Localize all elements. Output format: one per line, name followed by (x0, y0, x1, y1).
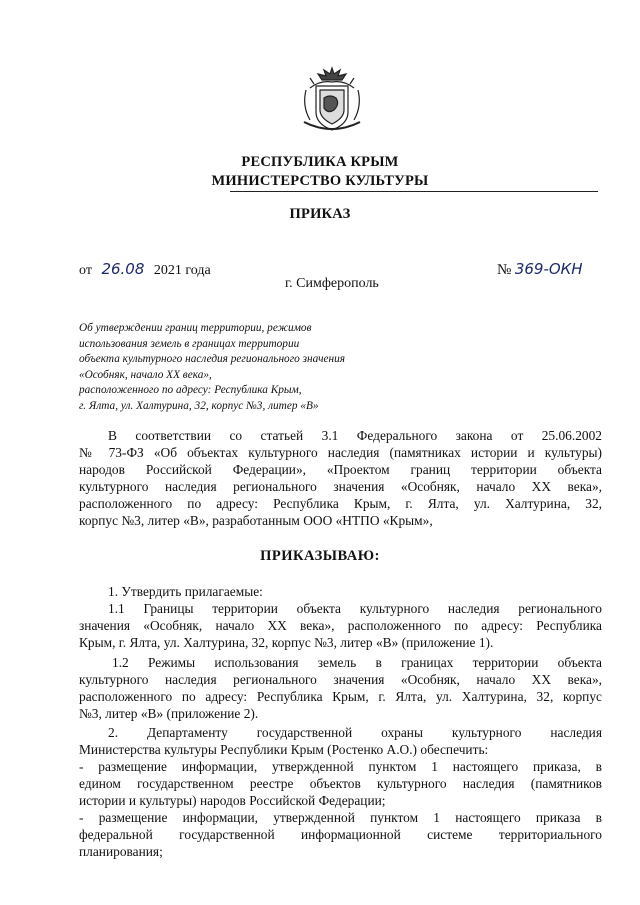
item-line: 1. Утвердить прилагаемые: (108, 584, 263, 599)
item-1 (79, 583, 602, 600)
item-line: Крым, г. Ялта, ул. Халтурина, 32, корпус №3, литер «В» (приложение 1). (79, 635, 494, 650)
item-line: 2. Департаменту государственной охраны культурного наследия (108, 725, 602, 740)
date-line (79, 260, 211, 279)
bullet-2 (79, 809, 602, 860)
preamble-line: расположенного по адресу: Республика Крым, г. Ялта, ул. Халтурина, 32, (79, 496, 602, 511)
number-prefix: № (497, 262, 512, 278)
preamble-line: корпус №3, литер «В», разработанным ООО «НТПО «Крым», (79, 513, 433, 528)
item-line: планирования; (79, 844, 163, 859)
item-line: 1.2 Режимы использования земель в границах территории объекта (112, 655, 602, 670)
subject-line: Об утверждении границ территории, режимов (79, 322, 312, 334)
subject-line: г. Ялта, ул. Халтурина, 32, корпус №3, литер «В» (79, 399, 319, 412)
bullet-1 (79, 758, 602, 809)
date-handwritten: 26.08 (101, 260, 145, 278)
item-line: едином государственном реестре объектов культурного наследия (памятников (79, 776, 602, 791)
doc-type-title: ПРИКАЗ (289, 206, 351, 222)
date-prefix: от (79, 263, 92, 278)
header-divider (230, 191, 598, 192)
org-name-republic: РЕСПУБЛИКА КРЫМ (241, 154, 399, 170)
item-line: культурного наследия регионального значения «Особняк, начало XX века», (79, 672, 602, 687)
subject-line: «Особняк, начало XX века», (79, 368, 212, 381)
preamble-line: культурного наследия регионального значения «Особняк, начало XX века», (79, 479, 602, 494)
item-line: - размещение информации, утвержденной пунктом 1 настоящего приказа, в (79, 759, 602, 774)
item-line: значения «Особняк, начало XX века», расположенного по адресу: Республика (79, 618, 602, 633)
org-name-ministry: МИНИСТЕРСТВО КУЛЬТУРЫ (211, 173, 429, 189)
item-line: расположенного по адресу: Республика Крым, г. Ялта, ул. Халтурина, 32, корпус (79, 689, 602, 704)
subject-line: расположенного по адресу: Республика Крым, (79, 384, 302, 397)
item-line: 1.1 Границы территории объекта культурного наследия регионального (108, 601, 602, 616)
number-handwritten: 369-ОКН (514, 260, 583, 278)
item-line: №3, литер «В» (приложение 2). (79, 706, 259, 721)
preamble-line: народов Российской Федерации», «Проектом границ территории объекта (79, 462, 602, 477)
subject-line: использования земель в границах территории (79, 337, 300, 350)
preamble-paragraph (79, 427, 602, 529)
item-1-1 (79, 600, 602, 651)
date-year: 2021 года (153, 263, 211, 278)
item-line: - размещение информации, утвержденной пунктом 1 настоящего приказа в (79, 810, 602, 825)
item-line: федеральной государственной информационной системе территориального (79, 827, 602, 842)
order-number (497, 260, 583, 279)
city-name: г. Симферополь (285, 276, 379, 291)
order-subject (79, 321, 399, 415)
item-line: Министерства культуры Республики Крым (Ростенко А.О.) обеспечить: (79, 742, 489, 757)
preamble-line: В соответствии со статьей 3.1 Федерального закона от 25.06.2002 (108, 428, 602, 443)
subject-line: объекта культурного наследия регионального значения (79, 353, 346, 366)
item-2 (79, 724, 602, 758)
preamble-line: № 73-ФЗ «Об объектах культурного наследия (памятниках истории и культуры) (79, 445, 602, 460)
item-line: истории и культуры) народов Российской Федерации; (79, 793, 386, 808)
item-1-2 (79, 654, 602, 722)
order-heading: ПРИКАЗЫВАЮ: (260, 548, 380, 564)
crimea-coat-of-arms-icon (300, 66, 364, 132)
